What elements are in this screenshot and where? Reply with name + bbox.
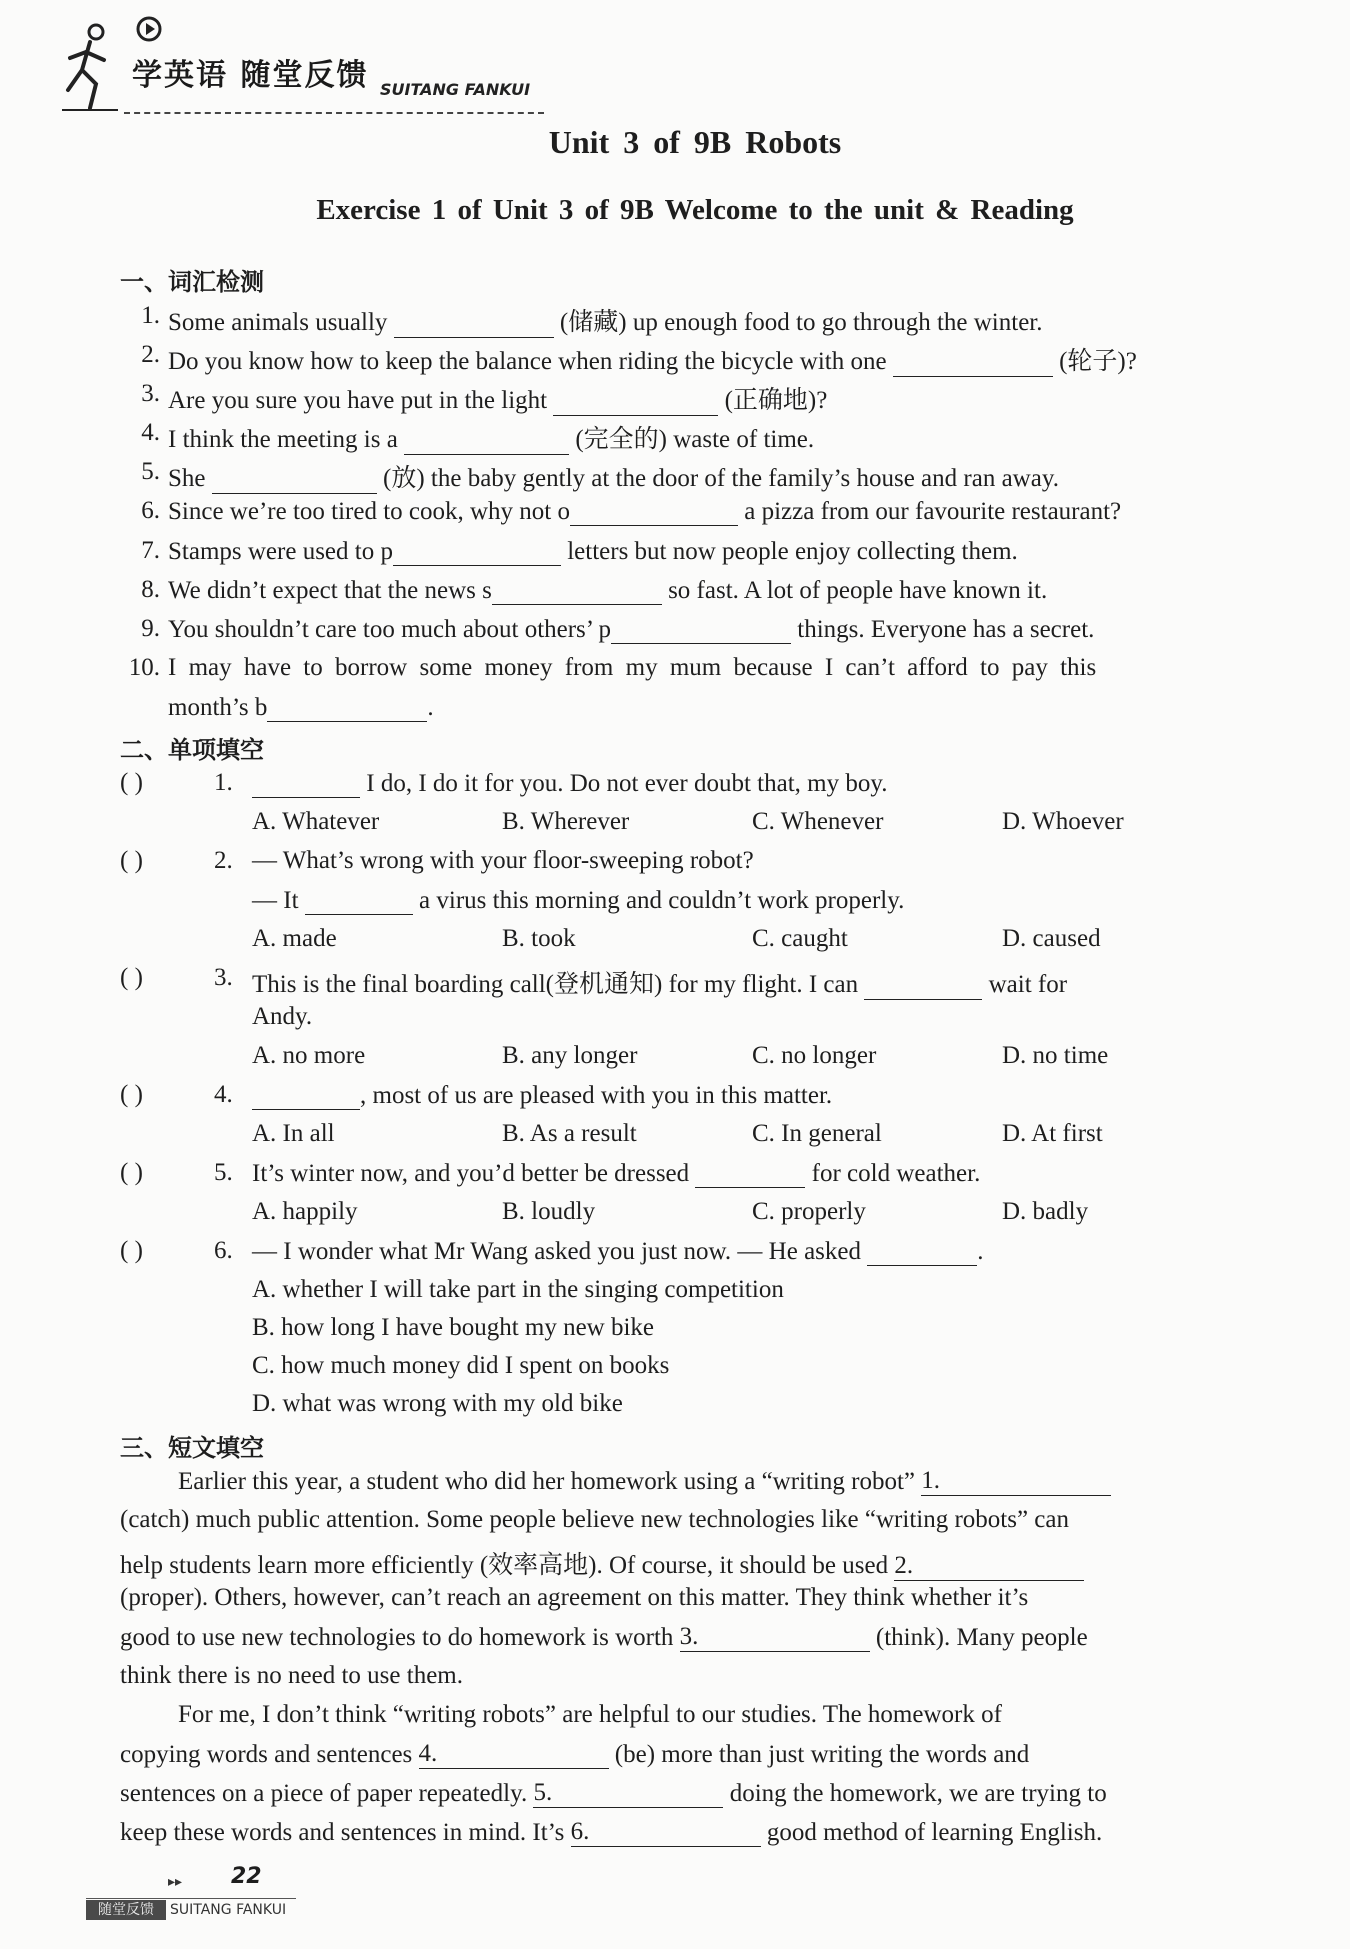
option-a: A. no more [252, 1042, 366, 1069]
answer-parentheses: ( ) [120, 1159, 143, 1186]
text-before-blank: Since we’re too tired to cook, why not o [168, 498, 570, 525]
answer-parentheses: ( ) [120, 964, 143, 991]
text-before-blank: — It [252, 887, 305, 914]
passage-text [120, 1818, 1102, 1847]
item-text [168, 380, 827, 416]
text-after-blank: . [427, 694, 434, 721]
section1-heading: 一、词汇检测 [120, 268, 264, 296]
option-c: C. In general [752, 1120, 882, 1147]
question-text [252, 964, 1067, 1000]
text-before-blank: Earlier this year, a student who did her homework using a “writing robot” [178, 1468, 922, 1495]
text-before-blank: — I wonder what Mr Wang asked you just now. — He asked [252, 1238, 868, 1265]
passage-line [0, 1584, 1350, 1618]
answer-blank[interactable] [393, 537, 561, 566]
answer-blank[interactable] [864, 971, 982, 1000]
item-text [168, 458, 1059, 494]
text-before-blank: Do you know how to keep the balance when riding the bicycle with one [168, 348, 893, 375]
answer-blank[interactable] [305, 886, 413, 915]
question-number: 3. [214, 964, 233, 991]
option-line [0, 1390, 1350, 1424]
question-number: 6. [214, 1237, 233, 1264]
option-c: C. Whenever [752, 808, 884, 835]
question-number: 2. [214, 847, 233, 874]
passage-line [0, 1740, 1350, 1774]
text-after-blank: (轮子)? [1052, 348, 1137, 375]
option-line [0, 1352, 1350, 1386]
options-row [0, 925, 1350, 959]
option-b: B. any longer [502, 1042, 638, 1069]
footer-brand-cn: 随堂反馈 [86, 1900, 166, 1920]
question-q2 [0, 847, 1350, 881]
text-before-blank: help students learn more efficiently (效率高地). Of course, it should be used [120, 1552, 895, 1579]
answer-blank[interactable] [492, 576, 662, 605]
passage-text: For me, I don’t think “writing robots” are helpful to our studies. The homework of [178, 1701, 1002, 1728]
passage-text [120, 1545, 1084, 1581]
item-number: 3. [141, 380, 160, 407]
answer-blank[interactable] [867, 1237, 977, 1266]
text-before-blank: good to use new technologies to do homework is worth [120, 1624, 680, 1651]
options-row [0, 1042, 1350, 1076]
item-number: 8. [141, 576, 160, 603]
answer-blank[interactable] [553, 387, 718, 416]
passage-text: (catch) much public attention. Some people believe new technologies like “writing robots” can [120, 1506, 1069, 1533]
vocab-item [0, 615, 1350, 649]
question-number: 1. [214, 769, 233, 796]
option-d: D. At first [1002, 1120, 1103, 1147]
options-row [0, 1120, 1350, 1154]
options-row [0, 808, 1350, 842]
answer-blank[interactable] [570, 497, 738, 526]
text-after-blank: . [977, 1238, 984, 1265]
text-after-blank: (完全的) waste of time. [569, 426, 815, 453]
item-text [168, 497, 1121, 526]
question-q6 [0, 1237, 1350, 1271]
question-q3-cont [0, 1003, 1350, 1037]
question-text: Andy. [252, 1003, 313, 1030]
option-a: A. Whatever [252, 808, 380, 835]
text-after-blank: (be) more than just writing the words and [608, 1741, 1030, 1768]
option-c: C. how much money did I spent on books [252, 1352, 670, 1379]
passage-line [0, 1545, 1350, 1579]
answer-blank[interactable] [394, 309, 554, 338]
question-text [252, 886, 904, 915]
option-a: A. happily [252, 1198, 358, 1225]
option-b: B. As a result [502, 1120, 637, 1147]
text-after-blank: , most of us are pleased with you in this matter. [360, 1082, 833, 1109]
answer-blank[interactable] [893, 348, 1053, 377]
text-after-blank: a pizza from our favourite restaurant? [738, 498, 1122, 525]
item-text [168, 576, 1047, 605]
answer-parentheses: ( ) [120, 1237, 143, 1264]
option-d: D. badly [1002, 1198, 1089, 1225]
option-a: A. made [252, 925, 337, 952]
text-before-blank: sentences on a piece of paper repeatedly. [120, 1780, 534, 1807]
header [60, 14, 560, 114]
play-circle-icon [134, 14, 164, 44]
vocab-item-continuation [0, 693, 1350, 727]
item-number: 4. [141, 419, 160, 446]
question-q1 [0, 769, 1350, 803]
answer-blank[interactable]: 5. [533, 1779, 723, 1808]
vocab-item [0, 576, 1350, 610]
passage-line [0, 1506, 1350, 1540]
page-number: 22 [231, 1864, 262, 1889]
section3-heading: 三、短文填空 [120, 1434, 264, 1462]
passage-text [120, 1740, 1029, 1769]
answer-blank[interactable]: 4. [419, 1740, 609, 1769]
answer-blank[interactable]: 1. [921, 1467, 1111, 1496]
text-before-blank: We didn’t expect that the news s [168, 577, 492, 604]
text-after-blank: I do, I do it for you. Do not ever doubt that, my boy. [360, 770, 888, 797]
option-line [0, 1276, 1350, 1310]
header-brand-en: SUITANG FANKUI [380, 80, 531, 99]
text-before-blank: I think the meeting is a [168, 426, 405, 453]
answer-blank[interactable] [212, 465, 377, 494]
text-after-blank: doing the homework, we are trying to [723, 1780, 1107, 1807]
question-text: — What’s wrong with your floor-sweeping robot? [252, 847, 754, 874]
text-before-blank: It’s winter now, and you’d better be dressed [252, 1160, 696, 1187]
header-brand-cn: 学英语 随堂反馈 [132, 58, 369, 93]
answer-blank[interactable]: 2. [894, 1552, 1084, 1581]
vocab-item [0, 380, 1350, 414]
item-number: 10. [128, 654, 160, 681]
answer-blank[interactable] [252, 769, 360, 798]
text-before-blank: Are you sure you have put in the light [168, 387, 554, 414]
footer [86, 1864, 346, 1934]
text-after-blank: (think). Many people [869, 1624, 1088, 1651]
item-text [168, 537, 1018, 566]
runner-logo-icon [60, 20, 122, 112]
vocab-item [0, 458, 1350, 492]
item-text [168, 341, 1137, 377]
option-line [0, 1314, 1350, 1348]
item-number: 9. [141, 615, 160, 642]
passage-text [120, 1623, 1088, 1652]
text-after-blank: (储藏) up enough food to go through the winter. [553, 309, 1043, 336]
question-text [252, 1081, 832, 1110]
item-number: 6. [141, 497, 160, 524]
text-before-blank: copying words and sentences [120, 1741, 419, 1768]
item-text: I may have to borrow some money from my mum because I can’t afford to pay this [168, 654, 1097, 681]
vocab-item [0, 537, 1350, 571]
passage-line [0, 1662, 1350, 1696]
item-text [168, 693, 434, 722]
vocab-item [0, 302, 1350, 336]
text-after-blank: things. Everyone has a secret. [791, 616, 1095, 643]
option-d: D. what was wrong with my old bike [252, 1390, 623, 1417]
passage-line [0, 1818, 1350, 1852]
passage-text [178, 1467, 1111, 1496]
item-text [168, 615, 1094, 644]
item-text [168, 419, 814, 455]
footer-arrows: ▸▸ [168, 1874, 183, 1890]
footer-brand-en: SUITANG FANKUI [170, 1902, 287, 1918]
text-after-blank: wait for [982, 971, 1068, 998]
question-text [252, 1159, 980, 1188]
option-b: B. Wherever [502, 808, 630, 835]
option-a: A. whether I will take part in the singing competition [252, 1276, 784, 1303]
text-before-blank: month’s b [168, 694, 268, 721]
answer-blank[interactable] [267, 693, 427, 722]
vocab-item [0, 497, 1350, 531]
text-before-blank: You shouldn’t care too much about others’ p [168, 616, 612, 643]
question-number: 5. [214, 1159, 233, 1186]
text-before-blank: keep these words and sentences in mind. It’s [120, 1819, 571, 1846]
text-before-blank: She [168, 465, 212, 492]
passage-line [0, 1701, 1350, 1735]
answer-blank[interactable] [695, 1159, 805, 1188]
answer-blank[interactable]: 6. [571, 1818, 761, 1847]
option-b: B. how long I have bought my new bike [252, 1314, 655, 1341]
options-row [0, 1198, 1350, 1232]
passage-line [0, 1623, 1350, 1657]
answer-blank[interactable] [611, 615, 791, 644]
answer-parentheses: ( ) [120, 769, 143, 796]
passage-text: (proper). Others, however, can’t reach an agreement on this matter. They think whether it’s [120, 1584, 1029, 1611]
question-q3 [0, 964, 1350, 998]
item-number: 7. [141, 537, 160, 564]
item-number: 2. [141, 341, 160, 368]
option-c: C. properly [752, 1198, 866, 1225]
text-after-blank: letters but now people enjoy collecting them. [560, 538, 1018, 565]
question-q2-reply [0, 886, 1350, 920]
header-divider [124, 112, 544, 114]
option-b: B. took [502, 925, 576, 952]
answer-blank[interactable] [252, 1081, 360, 1110]
text-after-blank: so fast. A lot of people have known it. [661, 577, 1048, 604]
page-subtitle: Exercise 1 of Unit 3 of 9B Welcome to the unit & Reading [316, 194, 1074, 226]
text-before-blank: Some animals usually [168, 309, 394, 336]
answer-parentheses: ( ) [120, 847, 143, 874]
section2-heading: 二、单项填空 [120, 736, 264, 764]
footer-divider [86, 1898, 296, 1899]
text-after-blank: for cold weather. [805, 1160, 981, 1187]
passage-line [0, 1779, 1350, 1813]
answer-parentheses: ( ) [120, 1081, 143, 1108]
question-text [252, 769, 887, 798]
answer-blank[interactable]: 3. [680, 1623, 870, 1652]
item-number: 1. [141, 302, 160, 329]
option-d: D. no time [1002, 1042, 1109, 1069]
page-title: Unit 3 of 9B Robots [548, 124, 842, 160]
option-c: C. caught [752, 925, 848, 952]
vocab-item [0, 419, 1350, 453]
item-text [168, 302, 1043, 338]
passage-text: think there is no need to use them. [120, 1662, 463, 1689]
question-number: 4. [214, 1081, 233, 1108]
option-d: D. caused [1002, 925, 1101, 952]
passage-line [0, 1467, 1350, 1501]
vocab-item [0, 654, 1350, 688]
option-d: D. Whoever [1002, 808, 1124, 835]
question-q4 [0, 1081, 1350, 1115]
text-after-blank: good method of learning English. [760, 1819, 1103, 1846]
question-text [252, 1237, 983, 1266]
answer-blank[interactable] [404, 426, 569, 455]
passage-text [120, 1779, 1107, 1808]
text-after-blank: (正确地)? [718, 387, 828, 414]
text-after-blank: a virus this morning and couldn’t work properly. [412, 887, 905, 914]
option-b: B. loudly [502, 1198, 596, 1225]
text-before-blank: Stamps were used to p [168, 538, 393, 565]
text-before-blank: This is the final boarding call(登机通知) for my flight. I can [252, 971, 865, 998]
option-a: A. In all [252, 1120, 335, 1147]
vocab-item [0, 341, 1350, 375]
option-c: C. no longer [752, 1042, 877, 1069]
item-number: 5. [141, 458, 160, 485]
question-q5 [0, 1159, 1350, 1193]
text-after-blank: (放) the baby gently at the door of the family’s house and ran away. [376, 465, 1059, 492]
